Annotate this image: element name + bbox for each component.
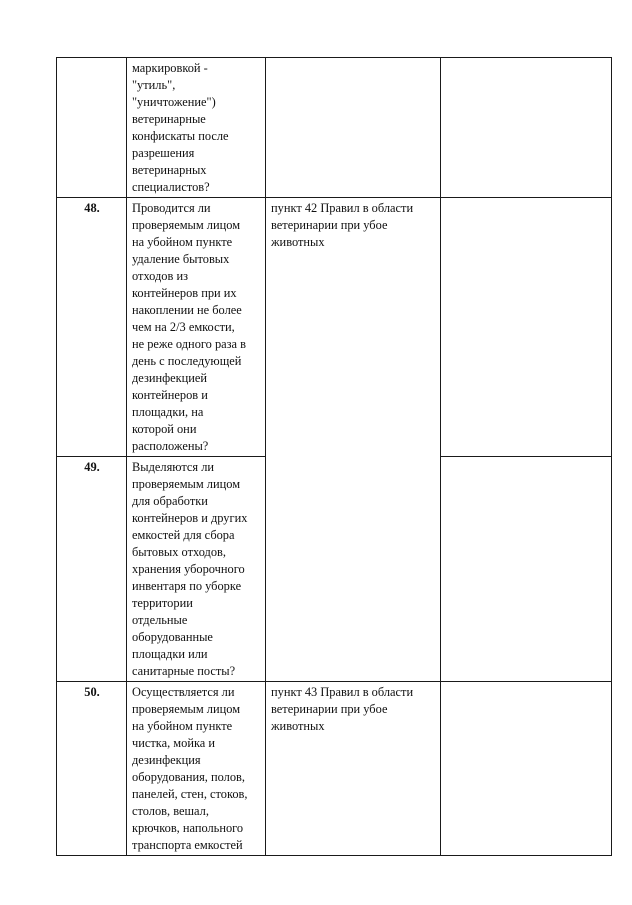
reference-text-line: пункт 43 Правил в области [271, 685, 414, 699]
row-number-cell [57, 198, 127, 457]
question-text-line: на убойном пункте [132, 235, 233, 249]
question-text-line: конфискаты после [132, 129, 229, 143]
question-cell [127, 682, 266, 856]
question-text-line: панелей, стен, стоков, [132, 787, 248, 801]
question-text-line: инвентаря по уборке [132, 579, 242, 593]
question-text-line: "утиль", [132, 78, 176, 92]
question-text-line: площадки, на [132, 405, 204, 419]
row-number-cell [57, 457, 127, 682]
table-row [57, 682, 612, 856]
question-text-line: контейнеров и других [132, 511, 248, 525]
row-number-cell [57, 58, 127, 198]
question-text-line: расположены? [132, 439, 209, 453]
question-text-line: удаление бытовых [132, 252, 230, 266]
row-number: 50. [84, 685, 100, 699]
question-text-line: на убойном пункте [132, 719, 233, 733]
table-row [57, 58, 612, 198]
question-text-line: проверяемым лицом [132, 218, 241, 232]
row-number-cell [57, 682, 127, 856]
question-text-line: Осуществляется ли [132, 685, 235, 699]
question-text-line: не реже одного раза в [132, 337, 246, 351]
question-text-line: дезинфекцией [132, 371, 208, 385]
question-text-line: для обработки [132, 494, 208, 508]
result-cell [441, 198, 612, 457]
question-text-line: столов, вешал, [132, 804, 209, 818]
question-text-line: контейнеров и [132, 388, 208, 402]
reference-text-line: ветеринарии при убое [271, 702, 388, 716]
question-text-line: емкостей для сбора [132, 528, 235, 542]
question-text-line: хранения уборочного [132, 562, 245, 576]
question-text-line: бытовых отходов, [132, 545, 226, 559]
question-text-line: отдельные [132, 613, 188, 627]
question-text-line: маркировкой - [132, 61, 208, 75]
question-text-line: проверяемым лицом [132, 702, 241, 716]
question-cell [127, 198, 266, 457]
question-text-line: разрешения [132, 146, 195, 160]
table-row [57, 198, 612, 457]
result-cell [441, 457, 612, 682]
reference-cell [266, 682, 441, 856]
result-cell [441, 682, 612, 856]
reference-cell [266, 58, 441, 198]
question-text-line: ветеринарные [132, 112, 206, 126]
question-text-line: чистка, мойка и [132, 736, 216, 750]
question-text-line: которой они [132, 422, 197, 436]
question-text-line: санитарные посты? [132, 664, 236, 678]
question-text-line: транспорта емкостей [132, 838, 243, 852]
question-text-line: проверяемым лицом [132, 477, 241, 491]
reference-text-line: ветеринарии при убое [271, 218, 388, 232]
row-number: 48. [84, 201, 100, 215]
question-text-line: Проводится ли [132, 201, 211, 215]
question-text-line: специалистов? [132, 180, 210, 194]
reference-cell [266, 198, 441, 682]
question-text-line: чем на 2/3 емкости, [132, 320, 235, 334]
question-cell [127, 58, 266, 198]
checklist-table [56, 57, 612, 856]
question-text-line: крючков, напольного [132, 821, 244, 835]
reference-text-line: животных [271, 235, 325, 249]
question-text-line: день с последующей [132, 354, 242, 368]
question-text-line: дезинфекция [132, 753, 201, 767]
question-text-line: оборудования, полов, [132, 770, 245, 784]
question-text-line: накоплении не более [132, 303, 242, 317]
reference-text-line: животных [271, 719, 325, 733]
result-cell [441, 58, 612, 198]
question-text-line: оборудованные [132, 630, 213, 644]
question-text-line: отходов из [132, 269, 188, 283]
question-cell [127, 457, 266, 682]
question-text-line: ветеринарных [132, 163, 207, 177]
row-number: 49. [84, 460, 100, 474]
question-text-line: площадки или [132, 647, 208, 661]
question-text-line: контейнеров при их [132, 286, 237, 300]
question-text-line: территории [132, 596, 193, 610]
reference-text-line: пункт 42 Правил в области [271, 201, 414, 215]
question-text-line: Выделяются ли [132, 460, 215, 474]
question-text-line: "уничтожение") [132, 95, 216, 109]
